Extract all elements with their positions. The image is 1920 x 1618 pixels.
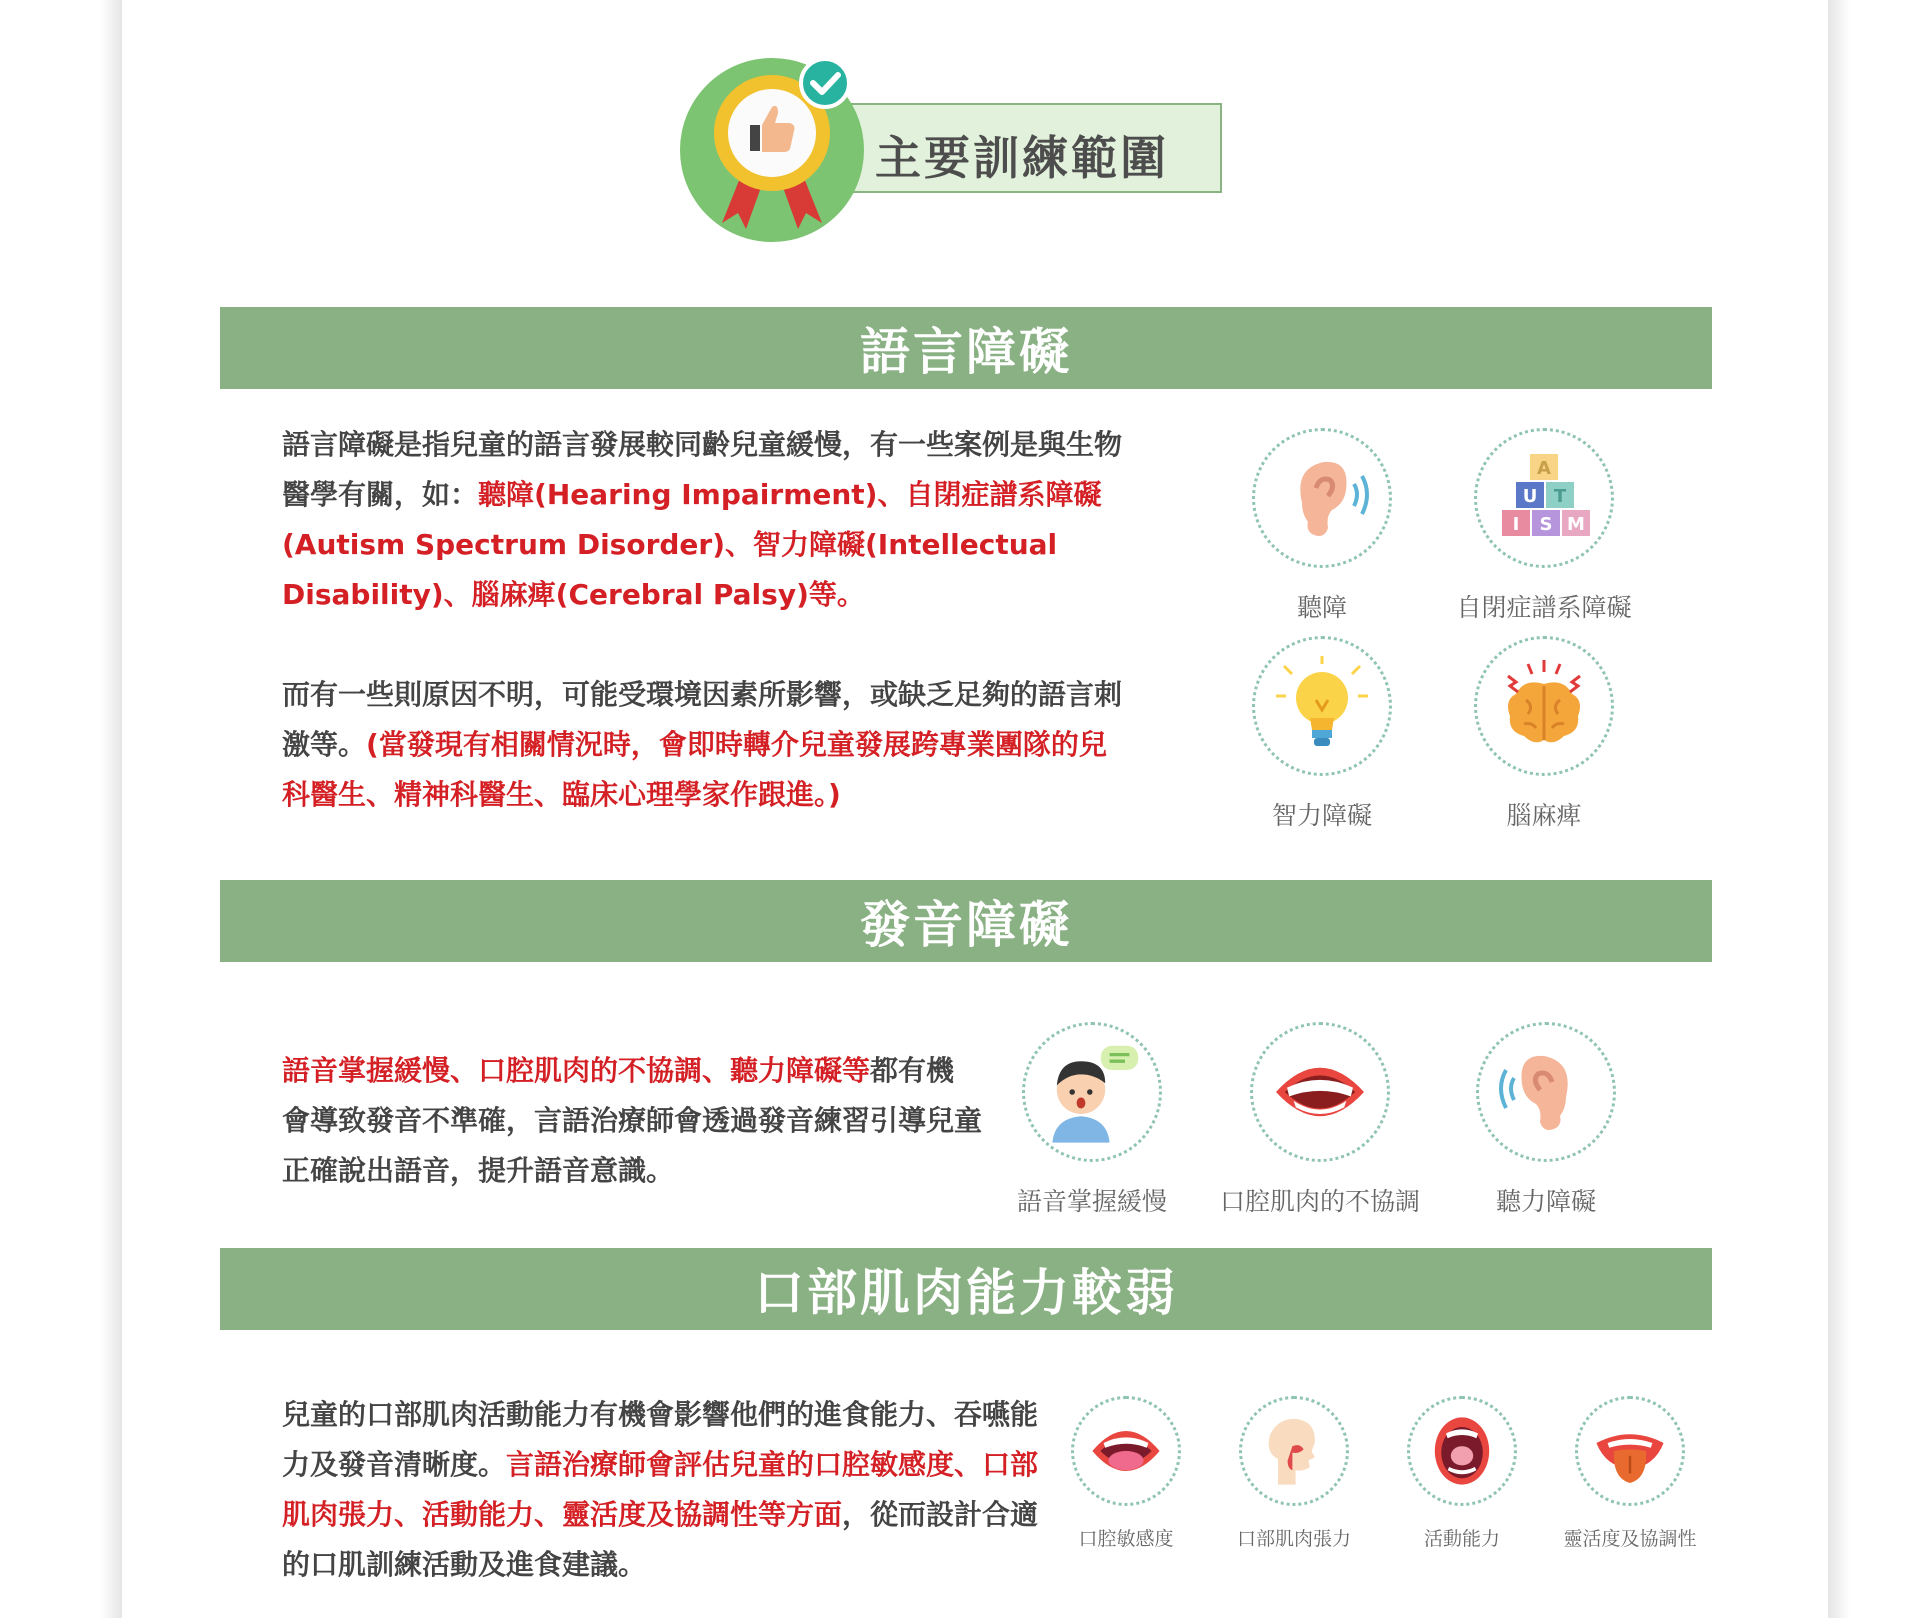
icon-label: 聽力障礙 bbox=[1495, 1187, 1596, 1216]
icon-label: 聽障 bbox=[1296, 593, 1347, 622]
paragraph-text: 兒童的口部肌肉活動能力有機會影響他們的進食能力、吞嚥能力及發音清晰度。 bbox=[282, 1398, 1039, 1481]
section-header-oral-muscle bbox=[220, 1248, 1712, 1330]
paragraph-text: 都有機會導致發音不準確，言語治療師會透過發音練習引導兒童正確說出語音，提升語音意識。 bbox=[282, 1054, 983, 1187]
icon-item-oral-incoordination bbox=[1219, 1022, 1420, 1222]
child-speaking-icon bbox=[1037, 1037, 1147, 1147]
icon-label: 語音掌握緩慢 bbox=[1016, 1187, 1167, 1216]
ear-icon bbox=[1272, 448, 1372, 548]
icon-item-oral-tone bbox=[1236, 1396, 1351, 1556]
header-badge bbox=[680, 55, 1250, 245]
icon-label: 智力障礙 bbox=[1271, 801, 1372, 830]
icon-item-mobility bbox=[1407, 1396, 1517, 1556]
mouth-icon bbox=[1265, 1037, 1375, 1147]
icon-item-slow-phonology bbox=[1016, 1022, 1167, 1222]
paragraph-highlight: 言語治療師會評估兒童的口腔敏感度、口部肌肉張力、活動能力、靈活度及協調性等方面 bbox=[282, 1448, 1039, 1531]
paragraph-highlight: (當發現有相關情況時，會即時轉介兒童發展跨專業團隊的兒科醫生、精神科醫生、臨床心理學家作跟進。) bbox=[282, 728, 1107, 811]
section-header-language bbox=[220, 307, 1712, 389]
svg-text:S: S bbox=[1539, 514, 1553, 535]
section-header-articulation bbox=[220, 880, 1712, 962]
icon-item-coordination bbox=[1563, 1396, 1697, 1556]
paragraph-text: ，從而設計合適的口肌訓練活動及進食建議。 bbox=[282, 1498, 1039, 1581]
icon-item-oral-sensitivity bbox=[1071, 1396, 1181, 1556]
page-shadow-right bbox=[1828, 0, 1850, 1618]
paragraph-text: 語言障礙是指兒童的語言發展較同齡兒童緩慢，有一些案例是與生物醫學有關，如： bbox=[282, 428, 1123, 511]
section-title: 語言障礙 bbox=[860, 323, 1072, 381]
icon-item-hearing bbox=[1252, 428, 1392, 628]
svg-text:U: U bbox=[1522, 486, 1538, 507]
icon-label: 口腔敏感度 bbox=[1078, 1528, 1174, 1550]
svg-text:A: A bbox=[1537, 458, 1551, 479]
paragraph-highlight: 語音掌握緩慢、口腔肌肉的不協調、聽力障礙等 bbox=[282, 1054, 871, 1087]
language-paragraph-2 bbox=[282, 670, 1132, 820]
icon-label: 靈活度及協調性 bbox=[1563, 1528, 1697, 1550]
oral-muscle-paragraph bbox=[282, 1390, 1042, 1590]
icon-label: 腦麻痺 bbox=[1506, 801, 1582, 830]
svg-text:M: M bbox=[1567, 514, 1585, 535]
svg-text:I: I bbox=[1512, 514, 1520, 535]
svg-text:T: T bbox=[1553, 486, 1567, 507]
paragraph-highlight: 聽障(Hearing Impairment)、自閉症譜系障礙(Autism Spectrum Disorder)、智力障礙(Intellectual Disability)、腦麻痺(Cerebral Palsy)等。 bbox=[282, 478, 1102, 611]
paragraph-text: 而有一些則原因不明，可能受環境因素所影響，或缺乏足夠的語言刺激等。 bbox=[282, 678, 1123, 761]
mouth-throat-icon bbox=[1422, 1411, 1502, 1491]
icon-item-intellectual bbox=[1252, 636, 1392, 836]
page-shadow-left bbox=[100, 0, 122, 1618]
icon-label: 口腔肌肉的不協調 bbox=[1219, 1187, 1420, 1216]
page-title: 主要訓練範圍 bbox=[875, 131, 1169, 185]
section-title: 發音障礙 bbox=[860, 896, 1072, 954]
articulation-paragraph bbox=[282, 1046, 982, 1196]
section-title: 口部肌肉能力較弱 bbox=[754, 1264, 1178, 1322]
icon-label: 口部肌肉張力 bbox=[1236, 1528, 1351, 1550]
icon-item-cerebral-palsy bbox=[1474, 636, 1614, 836]
icon-item-autism bbox=[1456, 428, 1632, 628]
throat-icon bbox=[1254, 1411, 1334, 1491]
medal-thumbs-up-icon bbox=[680, 55, 870, 245]
icon-label: 活動能力 bbox=[1423, 1528, 1500, 1550]
autism-blocks-icon bbox=[1494, 448, 1594, 548]
language-paragraph-1 bbox=[282, 420, 1132, 620]
brain-icon bbox=[1494, 656, 1594, 756]
open-mouth-icon bbox=[1086, 1411, 1166, 1491]
icon-item-hearing-impairment bbox=[1476, 1022, 1616, 1222]
tongue-icon bbox=[1590, 1411, 1670, 1491]
ear-sound-icon bbox=[1496, 1042, 1596, 1142]
icon-label: 自閉症譜系障礙 bbox=[1456, 593, 1632, 622]
lightbulb-icon bbox=[1272, 656, 1372, 756]
